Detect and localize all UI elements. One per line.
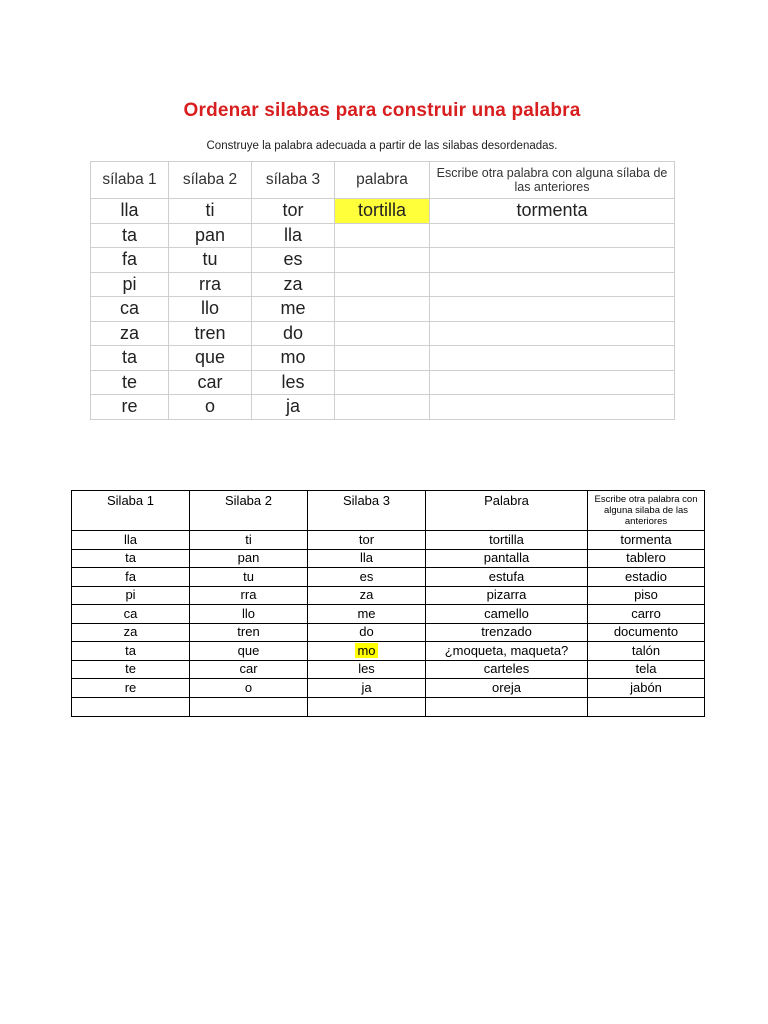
- answer-cell: trenzado: [426, 623, 588, 642]
- worksheet-cell: es: [252, 248, 335, 273]
- worksheet-cell: tor: [252, 199, 335, 224]
- worksheet-cell: [430, 370, 675, 395]
- worksheet-cell: [335, 272, 430, 297]
- worksheet-cell: mo: [252, 346, 335, 371]
- worksheet-cell: do: [252, 321, 335, 346]
- worksheet-cell: me: [252, 297, 335, 322]
- worksheet-cell: te: [91, 370, 169, 395]
- answer-cell: es: [308, 568, 426, 587]
- worksheet-table: [90, 161, 675, 420]
- answer-cell: tor: [308, 531, 426, 550]
- worksheet-header-cell: Escribe otra palabra con alguna sílaba de las anteriores: [430, 162, 675, 199]
- worksheet-row: [91, 248, 675, 273]
- answer-table: [71, 490, 705, 717]
- answer-row: [72, 642, 705, 661]
- worksheet-cell: re: [91, 395, 169, 420]
- worksheet-cell: [430, 321, 675, 346]
- worksheet-cell: [335, 370, 430, 395]
- answer-cell: carteles: [426, 660, 588, 679]
- answer-cell: estadio: [588, 568, 705, 587]
- worksheet-cell: [335, 223, 430, 248]
- worksheet-cell: pi: [91, 272, 169, 297]
- answer-cell: piso: [588, 586, 705, 605]
- worksheet-cell: [430, 248, 675, 273]
- worksheet-cell: [430, 346, 675, 371]
- answer-cell: za: [72, 623, 190, 642]
- answer-row: [72, 660, 705, 679]
- answer-cell: les: [308, 660, 426, 679]
- worksheet-cell: ti: [169, 199, 252, 224]
- worksheet-header-cell: sílaba 2: [169, 162, 252, 199]
- worksheet-cell: lla: [91, 199, 169, 224]
- answer-cell: camello: [426, 605, 588, 624]
- answer-cell: pizarra: [426, 586, 588, 605]
- answer-cell: ¿moqueta, maqueta?: [426, 642, 588, 661]
- answer-cell: carro: [588, 605, 705, 624]
- answer-cell: do: [308, 623, 426, 642]
- worksheet-cell: que: [169, 346, 252, 371]
- answer-row: [72, 679, 705, 698]
- answer-cell: lla: [72, 531, 190, 550]
- worksheet-cell: [430, 223, 675, 248]
- answer-cell: tu: [190, 568, 308, 587]
- worksheet-cell: [335, 346, 430, 371]
- worksheet-cell: [430, 272, 675, 297]
- answer-cell: ti: [190, 531, 308, 550]
- worksheet-cell: tormenta: [430, 199, 675, 224]
- answer-cell: [308, 697, 426, 716]
- answer-cell: jabón: [588, 679, 705, 698]
- worksheet-cell: ta: [91, 223, 169, 248]
- answer-row: [72, 531, 705, 550]
- scanned-worksheet: [90, 100, 674, 420]
- answer-cell: [426, 697, 588, 716]
- worksheet-header-row: [91, 162, 675, 199]
- worksheet-cell: [430, 395, 675, 420]
- answer-header-cell: Silaba 3: [308, 491, 426, 531]
- worksheet-cell: lla: [252, 223, 335, 248]
- answer-header-cell: Palabra: [426, 491, 588, 531]
- worksheet-cell: za: [252, 272, 335, 297]
- worksheet-cell: tu: [169, 248, 252, 273]
- worksheet-row: [91, 346, 675, 371]
- answer-cell: documento: [588, 623, 705, 642]
- worksheet-cell: [335, 395, 430, 420]
- worksheet-row: [91, 272, 675, 297]
- highlighted-syllable: mo: [357, 642, 376, 658]
- answer-cell: rra: [190, 586, 308, 605]
- worksheet-row: [91, 223, 675, 248]
- worksheet-cell: tortilla: [335, 199, 430, 224]
- worksheet-cell: [430, 297, 675, 322]
- answer-cell: ta: [72, 642, 190, 661]
- worksheet-cell: za: [91, 321, 169, 346]
- answer-cell: re: [72, 679, 190, 698]
- worksheet-cell: [335, 297, 430, 322]
- answer-cell: car: [190, 660, 308, 679]
- worksheet-header-cell: sílaba 1: [91, 162, 169, 199]
- answer-row: [72, 549, 705, 568]
- worksheet-row: [91, 297, 675, 322]
- answer-cell: [308, 642, 426, 661]
- answer-cell: tortilla: [426, 531, 588, 550]
- worksheet-cell: ca: [91, 297, 169, 322]
- worksheet-row: [91, 395, 675, 420]
- answer-header-cell: Silaba 1: [72, 491, 190, 531]
- answer-cell: za: [308, 586, 426, 605]
- answer-cell: pantalla: [426, 549, 588, 568]
- answer-cell: llo: [190, 605, 308, 624]
- worksheet-row: [91, 370, 675, 395]
- answer-cell: o: [190, 679, 308, 698]
- answer-cell: tela: [588, 660, 705, 679]
- worksheet-cell: rra: [169, 272, 252, 297]
- answer-row: [72, 605, 705, 624]
- answer-row: [72, 586, 705, 605]
- answer-cell: [72, 697, 190, 716]
- worksheet-cell: tren: [169, 321, 252, 346]
- answer-cell: [588, 697, 705, 716]
- worksheet-row: [91, 199, 675, 224]
- worksheet-cell: les: [252, 370, 335, 395]
- answer-cell: te: [72, 660, 190, 679]
- worksheet-cell: [335, 248, 430, 273]
- answer-cell: ja: [308, 679, 426, 698]
- worksheet-header-cell: sílaba 3: [252, 162, 335, 199]
- answer-row: [72, 568, 705, 587]
- answer-header-cell: Escribe otra palabra con alguna silaba de las anteriores: [588, 491, 705, 531]
- worksheet-cell: llo: [169, 297, 252, 322]
- answer-cell: fa: [72, 568, 190, 587]
- answer-cell: talón: [588, 642, 705, 661]
- answer-cell: tablero: [588, 549, 705, 568]
- worksheet-cell: [335, 321, 430, 346]
- worksheet-header-cell: palabra: [335, 162, 430, 199]
- worksheet-title: Ordenar silabas para construir una palabra: [183, 100, 581, 121]
- answer-cell: pi: [72, 586, 190, 605]
- answer-cell: tren: [190, 623, 308, 642]
- answer-cell: tormenta: [588, 531, 705, 550]
- answer-cell: estufa: [426, 568, 588, 587]
- worksheet-cell: pan: [169, 223, 252, 248]
- worksheet-row: [91, 321, 675, 346]
- answer-cell: me: [308, 605, 426, 624]
- answer-cell: ca: [72, 605, 190, 624]
- worksheet-cell: ta: [91, 346, 169, 371]
- answer-row: [72, 623, 705, 642]
- worksheet-cell: fa: [91, 248, 169, 273]
- answer-header-cell: Silaba 2: [190, 491, 308, 531]
- answer-header-row: [72, 491, 705, 531]
- answer-cell: oreja: [426, 679, 588, 698]
- answer-cell: pan: [190, 549, 308, 568]
- worksheet-subtitle: Construye la palabra adecuada a partir de las silabas desordenadas.: [206, 140, 558, 152]
- worksheet-cell: o: [169, 395, 252, 420]
- worksheet-cell: ja: [252, 395, 335, 420]
- answer-cell: ta: [72, 549, 190, 568]
- answer-cell: [190, 697, 308, 716]
- worksheet-cell: car: [169, 370, 252, 395]
- answer-cell: lla: [308, 549, 426, 568]
- answer-row: [72, 697, 705, 716]
- answer-cell: que: [190, 642, 308, 661]
